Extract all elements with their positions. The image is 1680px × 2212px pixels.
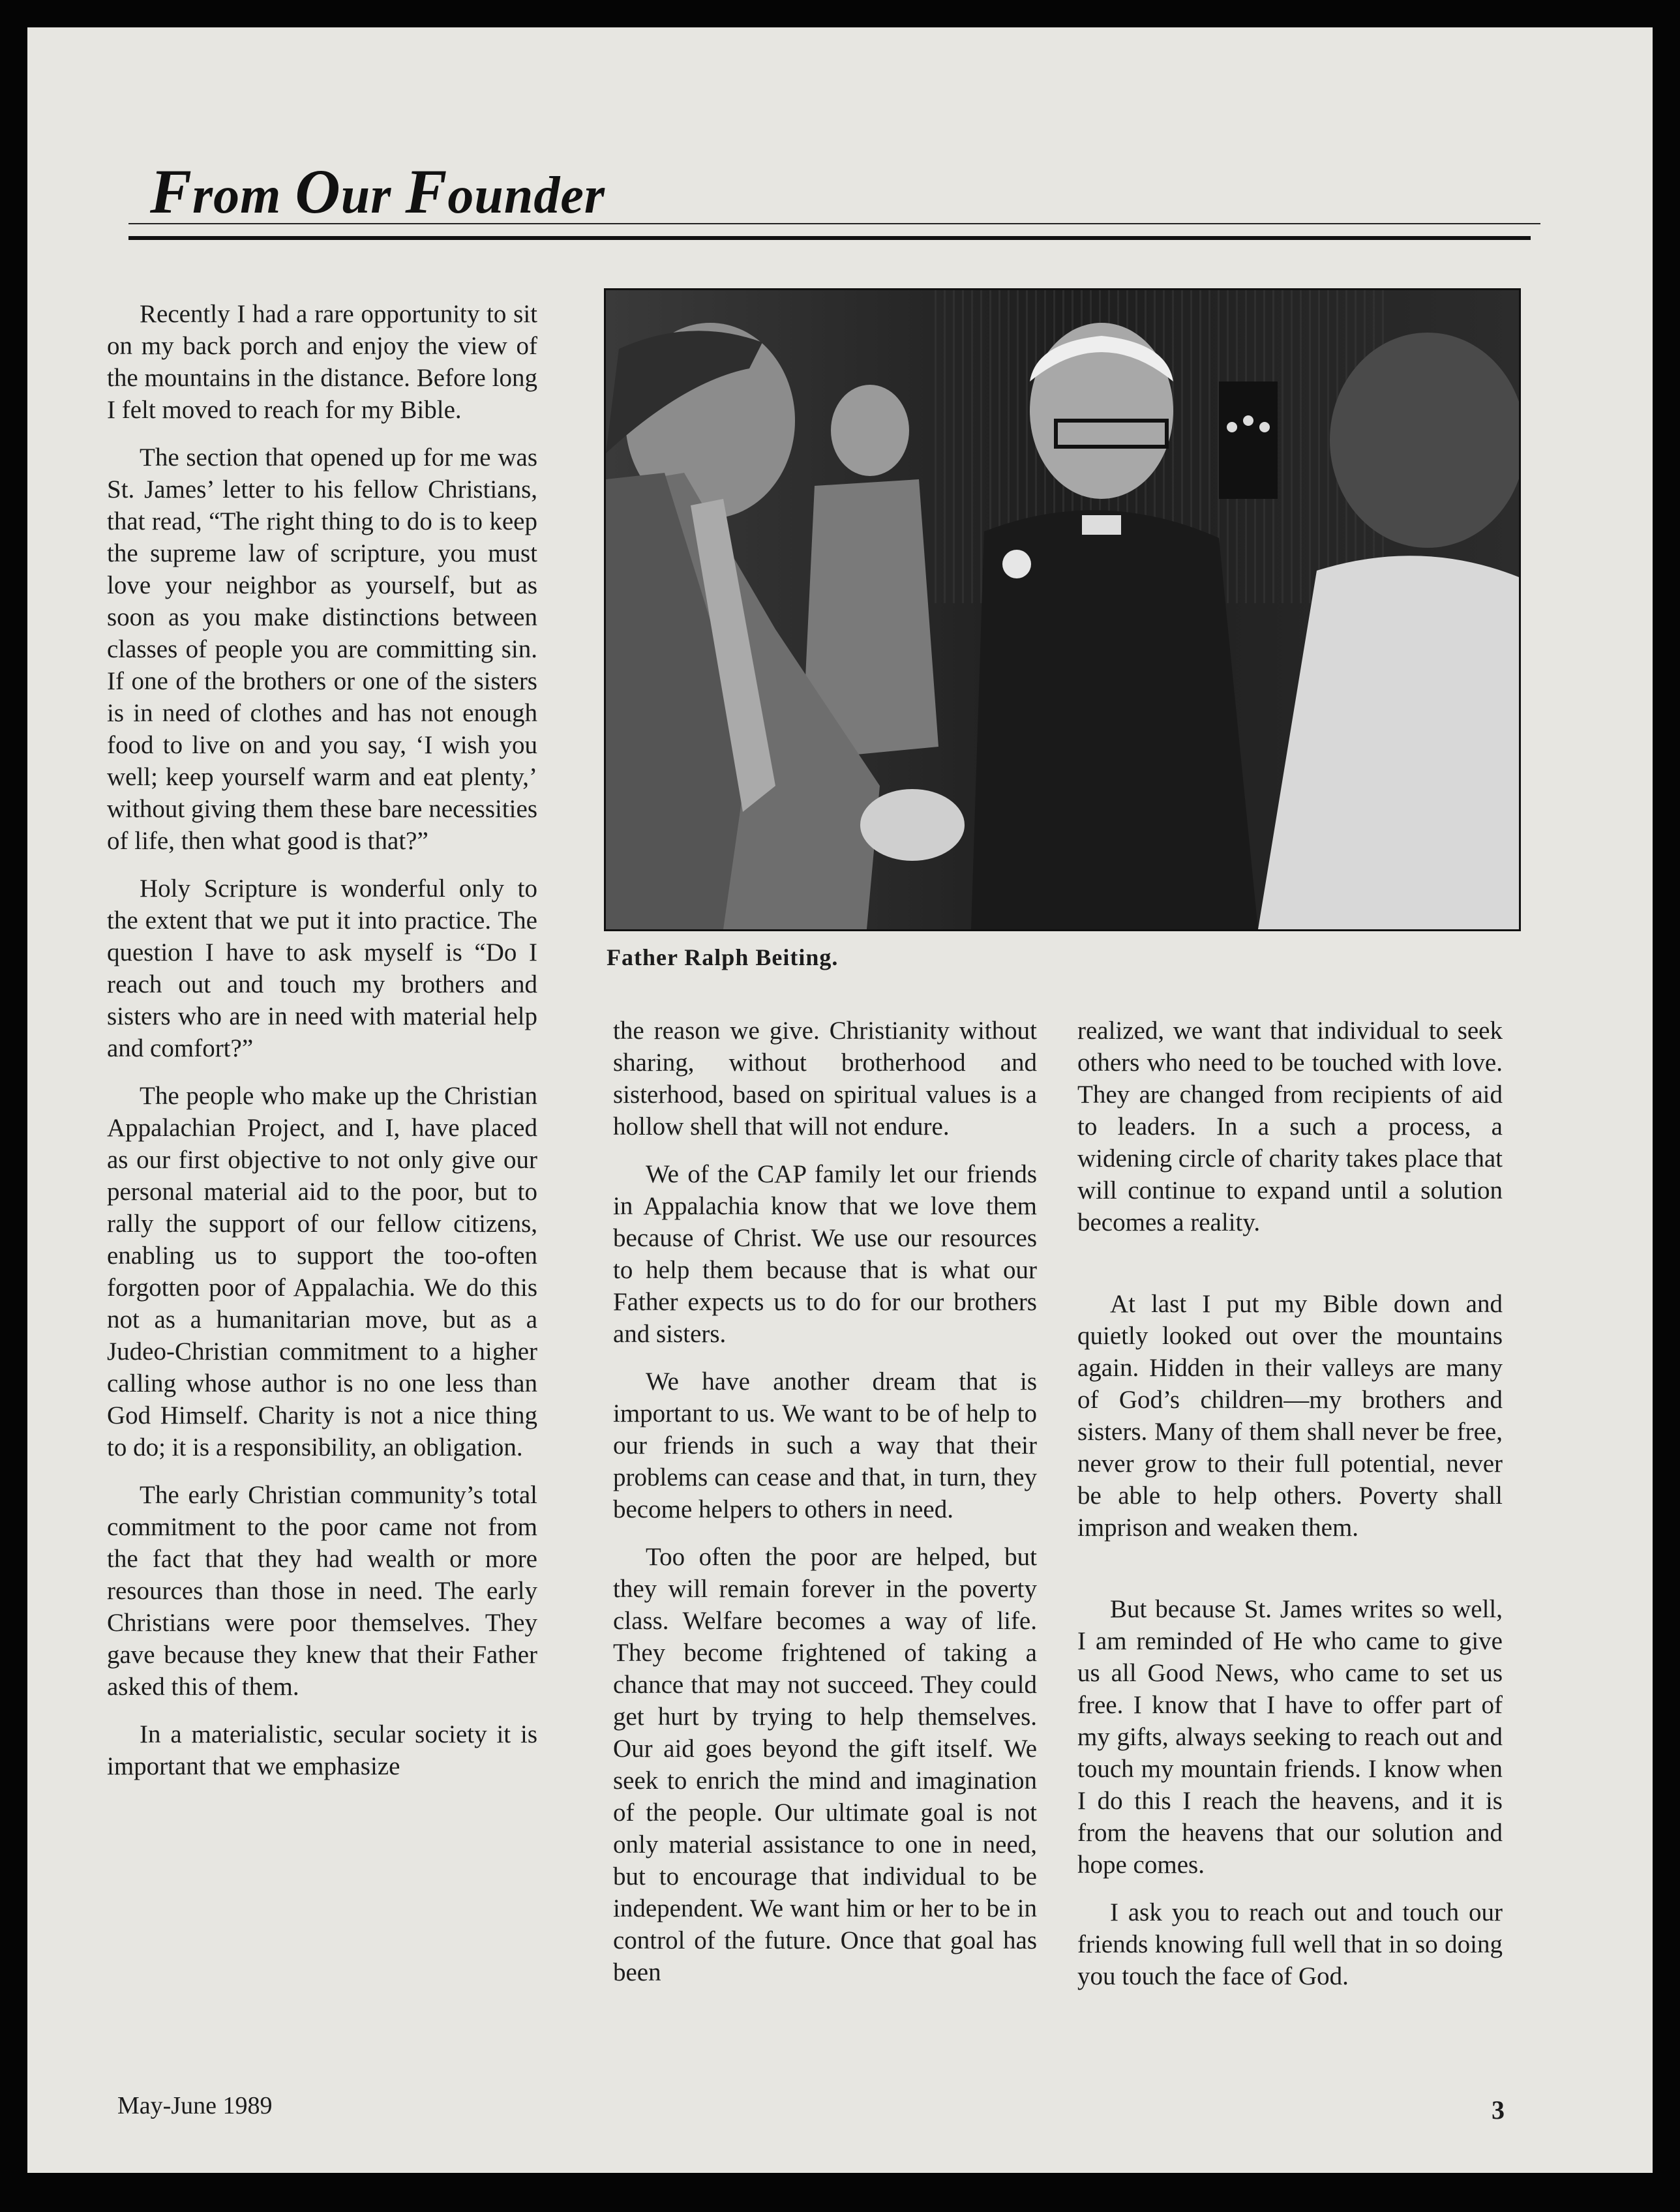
- article-column-2: [613, 1015, 1037, 2004]
- title-rest: rom: [192, 167, 295, 224]
- title-initial: F: [150, 157, 193, 226]
- title-rest: ur: [340, 167, 406, 224]
- page-number: 3: [1492, 2095, 1505, 2125]
- photo-illustration: [606, 290, 1519, 929]
- paragraph: The people who make up the Christian Appalachian Project, and I, have placed as our first objective to not only give our personal material aid to the poor, but to rally the support of our fellow citizens, enabling us to support the too-often forgotten poor of Appalachia. We do this not as a humanitarian move, but as a Judeo-Christian commitment to a higher calling whose author is no one less than God Himself. Charity is not a nice thing to do; it is a responsibility, an obligation.: [107, 1082, 537, 1461]
- paragraph: Recently I had a rare opportunity to sit on my back porch and enjoy the view of the mountains in the distance. Before long I felt moved to reach for my Bible.: [107, 300, 537, 424]
- paragraph: the reason we give. Christianity without sharing, without brotherhood and sisterhood, based on spiritual values is a hollow shell that will not endure.: [613, 1017, 1037, 1141]
- paragraph: We of the CAP family let our friends in Appalachia know that we love them because of Christ. We use our resources to help them because that is what our Father expects us to do for our brothers and sisters.: [613, 1160, 1037, 1348]
- paragraph: I ask you to reach out and touch our friends knowing full well that in so doing you touch the face of God.: [1077, 1898, 1503, 1990]
- paragraph: The early Christian community’s total commitment to the poor came not from the fact that they had wealth or more resources than those in need. The early Christians were poor themselves. They gave because they knew that their Father asked this of them.: [107, 1481, 537, 1701]
- paragraph-gap: [1077, 1559, 1503, 1593]
- article-column-1: [107, 298, 537, 1798]
- photo-handshake: [604, 288, 1521, 931]
- magazine-page: [27, 27, 1653, 2173]
- issue-date: May-June 1989: [117, 2092, 273, 2119]
- paragraph: realized, we want that individual to seek others who need to be touched with love. They are changed from recipients of aid to leaders. In a such a process, a widening circle of charity takes place that will continue to expand until a solution becomes a reality.: [1077, 1017, 1503, 1236]
- paragraph: Holy Scripture is wonderful only to the extent that we put it into practice. The question I have to ask myself is “Do I reach out and touch my brothers and sisters who are in need with material help and comfort?”: [107, 874, 537, 1062]
- title-initial: F: [405, 157, 448, 226]
- header-rule-thin: [128, 223, 1540, 224]
- title-initial: O: [295, 157, 341, 226]
- paragraph: We have another dream that is important to us. We want to be of help to our friends in such a way that their problems can cease and that, in turn, they become helpers to others in need.: [613, 1368, 1037, 1523]
- paragraph: At last I put my Bible down and quietly looked out over the mountains again. Hidden in their valleys are many of God’s children—my brothers and sisters. Many of them shall never be free, never grow to their full potential, never be able to help others. Poverty shall imprison and weaken them.: [1077, 1290, 1503, 1542]
- article-column-3: [1077, 1015, 1503, 2008]
- paragraph: Too often the poor are helped, but they will remain forever in the poverty class. Welfare becomes a way of life. They become frightened of taking a chance that may not succeed. They could get hurt by trying to help themselves. Our aid goes beyond the gift itself. We seek to enrich the mind and imagination of the people. Our ultimate goal is not only material assistance to one in need, but to encourage that individual to be independent. We want him or her to be in control of the future. Once that goal has been: [613, 1543, 1037, 1986]
- title-rest: ounder: [447, 167, 605, 224]
- header-rule-thick: [128, 236, 1531, 240]
- page-title: [150, 155, 605, 228]
- paragraph: In a materialistic, secular society it is important that we emphasize: [107, 1720, 537, 1780]
- paragraph: But because St. James writes so well, I am reminded of He who came to give us all Good News, who came to set us free. I know that I have to offer part of my gifts, always seeking to reach out and touch my mountain friends. I know when I do this I reach the heavens, and it is from the heavens that our solution and hope comes.: [1077, 1595, 1503, 1879]
- paragraph: The section that opened up for me was St. James’ letter to his fellow Christians, that read, “The right thing to do is to keep the supreme law of scripture, you must love your neighbor as yourself, but as soon as you make distinctions between classes of people you are committing sin. If one of the brothers or one of the sisters is in need of clothes and has not enough food to live on and you say, ‘I wish you well; keep yourself warm and eat plenty,’ without giving them these bare necessities of life, then what good is that?”: [107, 443, 537, 855]
- paragraph-gap: [1077, 1254, 1503, 1288]
- photo-caption: Father Ralph Beiting.: [607, 944, 839, 970]
